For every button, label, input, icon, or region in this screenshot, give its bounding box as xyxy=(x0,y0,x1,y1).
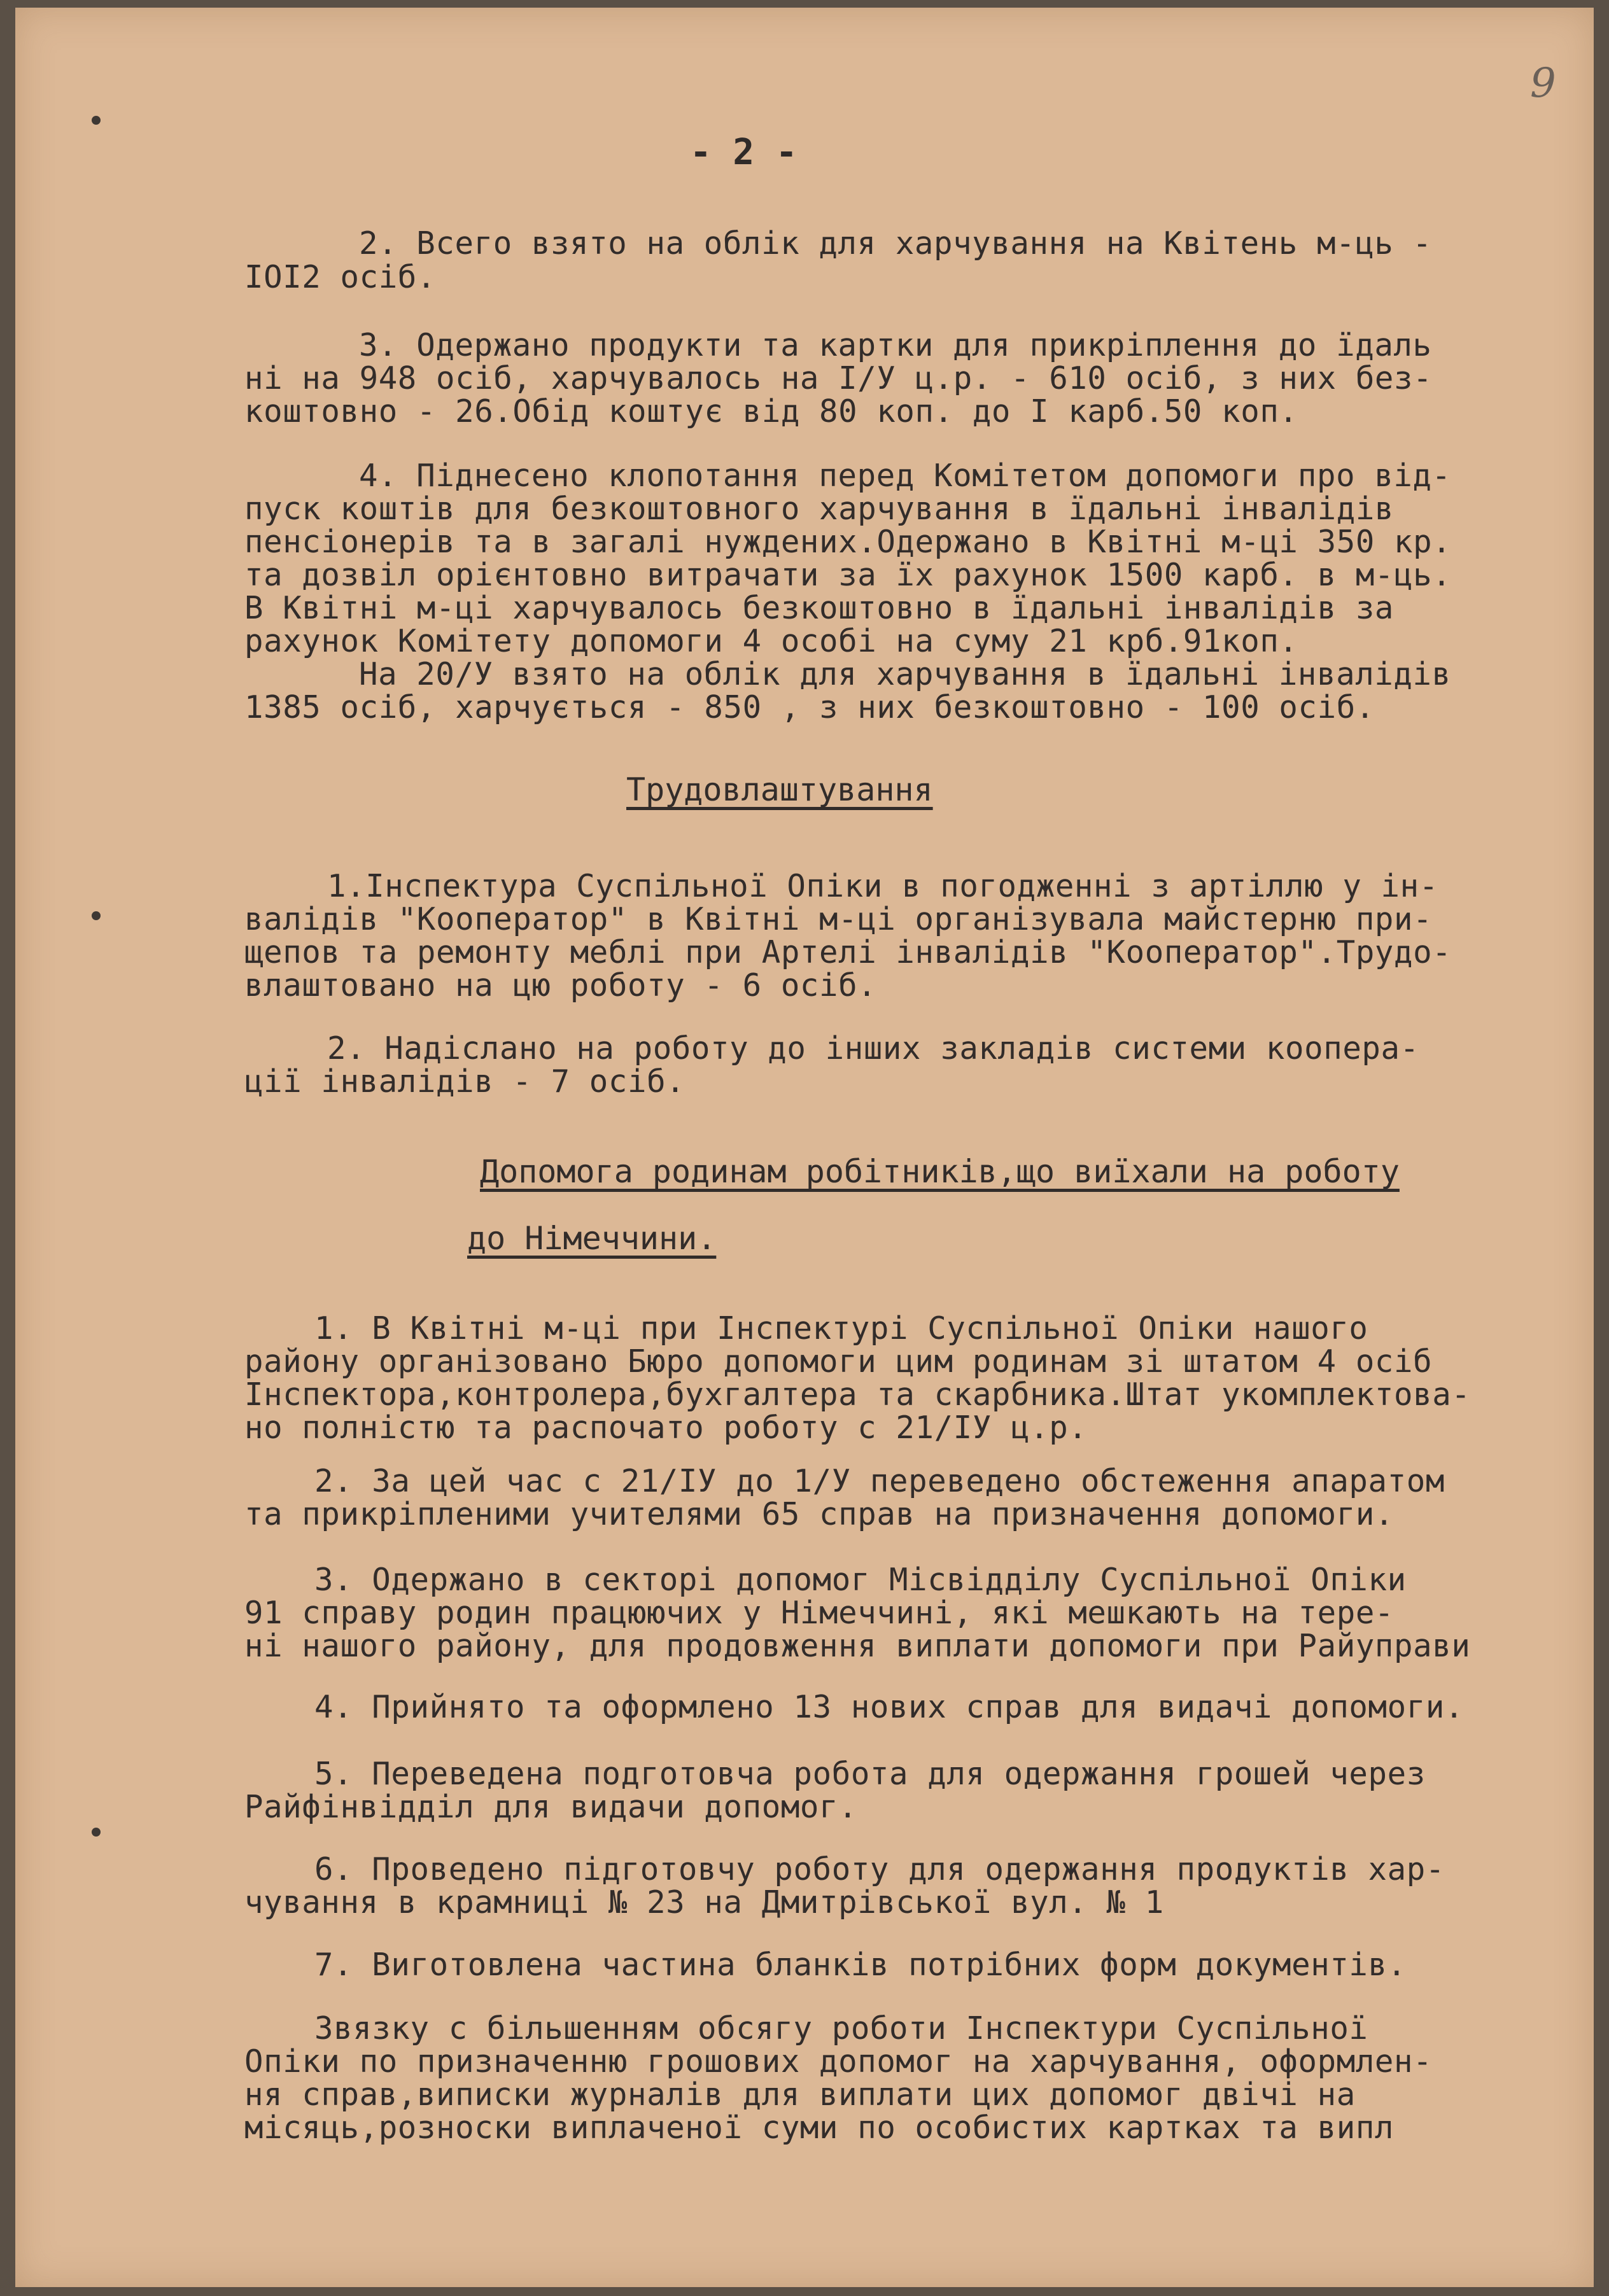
families-p1-line2: району організовано Бюро допомоги цим родинам зі штатом 4 осіб xyxy=(244,1343,1433,1380)
food-p3-line1: 3. Одержано продукти та картки для прикріплення до їдаль xyxy=(359,327,1432,363)
food-p4-line2: пуск коштів для безкоштовного харчування в їдальні інвалідів xyxy=(244,491,1395,527)
families-p8-line2: Опіки по призначенню грошових допомог на харчування, оформлен- xyxy=(244,2043,1433,2080)
employment-p1-line3: щепов та ремонту меблі при Артелі інвалідів "Кооператор".Трудо- xyxy=(244,934,1452,970)
families-p3-line3: ні нашого району, для продовження виплати допомоги при Райуправи xyxy=(244,1628,1471,1664)
families-p2-line2: та прикріпленими учителями 65 справ на призначення допомоги. xyxy=(244,1496,1395,1532)
families-heading-line2: до Німеччини. xyxy=(467,1220,717,1257)
families-p8-line3: ня справ,виписки журналів для виплати цих допомог двічі на xyxy=(244,2076,1356,2113)
families-p1-line1: 1. В Квітні м-ці при Інспектурі Суспільної Опіки нашого xyxy=(314,1310,1368,1347)
punch-hole xyxy=(92,1828,101,1837)
document-page xyxy=(15,8,1594,2287)
food-p2-line1: 2. Всего взято на облік для харчування на Квітень м-ць - xyxy=(359,225,1432,262)
punch-hole xyxy=(92,116,101,125)
families-p2-line1: 2. За цей час с 21/IУ до 1/У переведено обстеження апаратом xyxy=(314,1463,1445,1499)
employment-p2-line2: ції інвалідів - 7 осіб. xyxy=(244,1063,685,1100)
food-p4-line1: 4. Піднесено клопотання перед Комітетом допомоги про від- xyxy=(359,458,1451,494)
families-p5-line2: Райфінвідділ для видачи допомог. xyxy=(244,1789,858,1825)
families-p7-line1: 7. Виготовлена частина бланків потрібних форм документів. xyxy=(314,1947,1407,1983)
punch-hole xyxy=(92,911,101,920)
food-p5-line2: 1385 осіб, харчується - 850 , з них безкоштовно - 100 осіб. xyxy=(244,689,1375,725)
handwritten-page-number: 9 xyxy=(1530,60,1556,107)
families-p3-line2: 91 справу родин працюючих у Німеччині, які мешкають на тере- xyxy=(244,1595,1395,1631)
food-p3-line3: коштовно - 26.Обід коштує від 80 коп. до I карб.50 коп. xyxy=(244,393,1298,430)
food-p4-line5: В Квітні м-ці харчувалось безкоштовно в їдальні інвалідів за xyxy=(244,590,1395,626)
employment-p1-line2: валідів "Кооператор" в Квітні м-ці організувала майстерню при- xyxy=(244,901,1433,937)
employment-p1-line4: влаштовано на цю роботу - 6 осіб. xyxy=(244,967,877,1004)
food-p4-line3: пенсіонерів та в загалі нуждених.Одержано в Квітні м-ці 350 кр. xyxy=(244,524,1452,560)
food-p2-line2: IOI2 осіб. xyxy=(244,259,437,295)
families-p1-line4: но полністю та распочато роботу с 21/IУ ц.р. xyxy=(244,1410,1088,1446)
employment-p1-line1: 1.Інспектура Суспільної Опіки в погодженні з артіллю у ін- xyxy=(327,868,1438,904)
families-p5-line1: 5. Переведена подготовча робота для одержання грошей через xyxy=(314,1756,1426,1792)
families-heading-line1: Допомога родинам робітників,що виїхали на роботу xyxy=(480,1153,1400,1190)
typed-page-number: - 2 - xyxy=(690,132,797,173)
families-p6-line2: чування в крамниці № 23 на Дмитрівської вул. № 1 xyxy=(244,1884,1164,1921)
food-p5-line1: На 20/У взято на облік для харчування в їдальні інвалідів xyxy=(359,656,1451,692)
families-p8-line4: місяць,розноски виплаченої суми по особистих картках та випл xyxy=(244,2110,1395,2146)
families-p8-line1: Звязку с більшенням обсягу роботи Інспектури Суспільної xyxy=(314,2010,1368,2047)
families-p6-line1: 6. Проведено підготовчу роботу для одержання продуктів хар- xyxy=(314,1851,1445,1887)
families-p3-line1: 3. Одержано в секторі допомог Місвідділу Суспільної Опіки xyxy=(314,1562,1407,1598)
families-p1-line3: Інспектора,контролера,бухгалтера та скарбника.Штат укомплектова- xyxy=(244,1376,1471,1413)
employment-p2-line1: 2. Надіслано на роботу до інших закладів системи коопера- xyxy=(327,1030,1419,1067)
food-p4-line6: рахунок Комітету допомоги 4 особі на суму 21 крб.91коп. xyxy=(244,623,1298,659)
food-p4-line4: та дозвіл орієнтовно витрачати за їх рахунок 1500 карб. в м-ць. xyxy=(244,557,1452,593)
employment-heading: Трудовлаштування xyxy=(626,771,933,808)
families-p4-line1: 4. Прийнято та оформлено 13 нових справ для видачі допомоги. xyxy=(314,1689,1465,1725)
food-p3-line2: ні на 948 осіб, харчувалось на I/У ц.р. - 610 осіб, з них без- xyxy=(244,360,1433,396)
